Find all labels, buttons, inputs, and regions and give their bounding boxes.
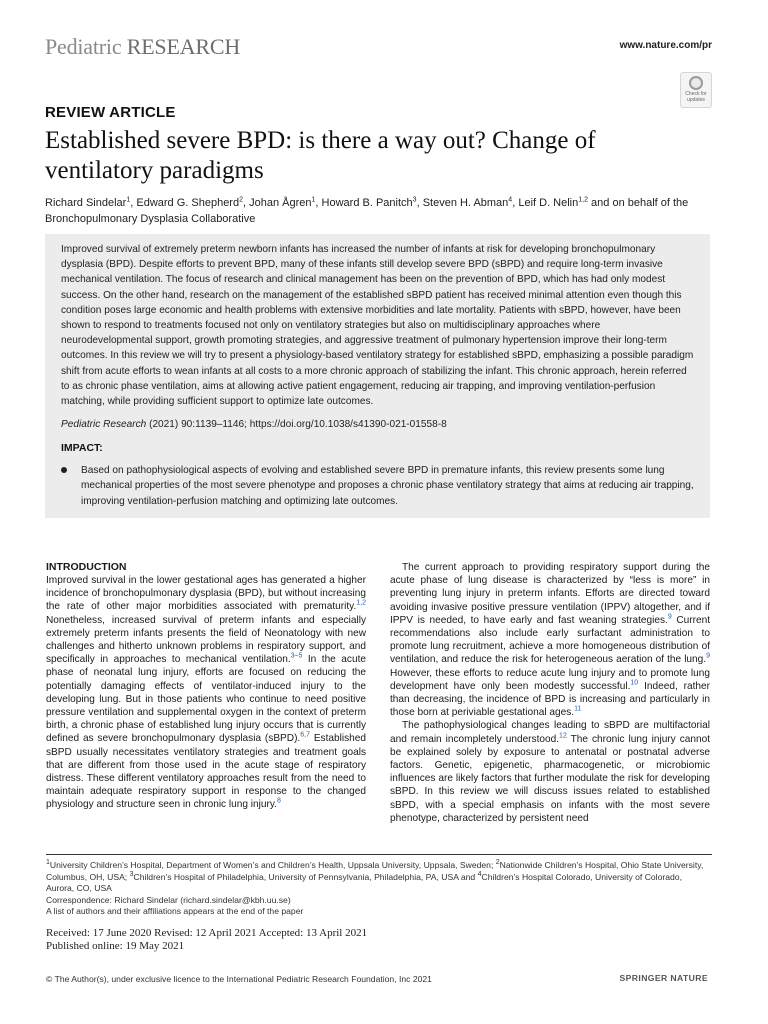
author-affiliation-mark: 1 bbox=[311, 196, 316, 204]
reference-link[interactable]: 9 bbox=[706, 653, 710, 661]
abstract-box bbox=[45, 234, 710, 518]
author-affiliation-mark: 1 bbox=[126, 196, 131, 204]
affiliations: $^1$University Children’s Hospital, Department of Women’s and Children’s Health, Uppsala University, Uppsala, Sweden; $^2$Nationwide Children’s Hospital, Ohio State University, Columbus, OH, USA; $^3$Children’s Hospital of Philadelphia, University of Pennsylvania, Philadelphia, PA, USA and $^4$Children’s Hospital Colorado, University of Colorado, Aurora, CO, USA bbox=[46, 859, 704, 894]
article-type: REVIEW ARTICLE bbox=[45, 104, 176, 121]
abstract-text: Improved survival of extremely preterm newborn infants has increased the number of infants at risk for developing bronchopulmonary dysplasia (BPD). Despite efforts to prevent BPD, many of these infants still develop severe BPD (sBPD) and require long-term invasive mechanical ventilation. The focus of research and clinical management has been on the prevention of BPD, which has had only modest success. On the other hand, research on the management of the established sBPD patient has received minimal attention even though this condition poses large economic and health problems with extensive morbidities and late mortality. Patients with sBPD, however, have been shown to respond to treatments focused not only on ventilatory strategies but also on multidisciplinary approaches where neurodevelopmental support, growth promoting strategies, and aggressive treatment of pulmonary hypertension improve their long-term outcomes. In this review we will try to present a physiology-based ventilatory strategy for established sBPD, emphasizing a possible paradigm shift from acute efforts to wean infants at all costs to a more chronic approach of stabilizing the infant. This chronic approach, herein referred to as chronic phase ventilation, aims at allowing active patient engagement, reducing air trapping, and improving ventilation-perfusion matching, while providing sufficient support to optimize late outcomes. bbox=[61, 244, 694, 408]
citation-journal: Pediatric Research bbox=[61, 419, 147, 431]
copyright-notice: © The Author(s), under exclusive licence to the International Pediatric Research Foundation, Inc 2021 bbox=[46, 974, 432, 984]
impact-text: Based on pathophysiological aspects of evolving and established severe BPD in premature infants, this review presents some lung mechanical properties of the most severe phenotype and proposes a chronic phase ventilatory strategy that aims at reducing air trapping, improving ventilation-perfusion matching and optimizing late outcomes. bbox=[81, 465, 694, 507]
author-name[interactable]: Edward G. Shepherd bbox=[136, 197, 240, 209]
received-revised-accepted: Received: 17 June 2020 Revised: 12 April 2021 Accepted: 13 April 2021 bbox=[46, 927, 368, 939]
citation-doi-link[interactable]: (2021) 90:1139–1146; https://doi.org/10.1038/s41390-021-01558-8 bbox=[146, 419, 447, 431]
journal-name-part2: RESEARCH bbox=[126, 34, 241, 59]
affiliation-number: 2 bbox=[495, 859, 500, 867]
bullet-icon bbox=[61, 467, 67, 473]
author-name[interactable]: Johan Ågren bbox=[249, 197, 312, 209]
publisher-logo: SPRINGER NATURE bbox=[619, 973, 708, 983]
authors-suffix: and on behalf of the Bronchopulmonary Dysplasia Collaborative bbox=[45, 197, 689, 225]
correspondence: Correspondence: Richard Sindelar (richard.sindelar@kbh.uu.se) bbox=[46, 894, 291, 905]
article-title: Established severe BPD: is there a way out? Change of ventilatory paradigms bbox=[45, 127, 596, 184]
author-name[interactable]: Richard Sindelar bbox=[45, 197, 127, 209]
check-updates-label: Check for updates bbox=[685, 91, 707, 103]
impact-heading: IMPACT: bbox=[61, 442, 103, 455]
reference-link[interactable]: 12 bbox=[559, 732, 567, 740]
journal-logo bbox=[45, 34, 240, 60]
reference-link[interactable]: 3–5 bbox=[290, 652, 303, 660]
journal-url-link[interactable]: www.nature.com/pr bbox=[619, 40, 712, 51]
reference-link[interactable]: 6,7 bbox=[300, 732, 310, 740]
check-for-updates-badge[interactable] bbox=[680, 72, 712, 108]
author-affiliation-mark: 1,2 bbox=[578, 196, 588, 204]
body-paragraph: Improved survival in the lower gestational ages has generated a higher incidence of bronchopulmonary dysplasia (BPD), but without increasing the rate of other major morbidities associated with prematurity.$^{1,2}$ Nonetheless, increased survival of preterm infants and especially extremely preterm infants presents the field of Neonatology with new challenges and hitherto unknown problems in respiratory support, and specifically in approaches to mechanical ventilation.$^{3-5}$ In the acute phase of neonatal lung injury, efforts are focused on reducing the potentially damaging effects of ventilator-induced injury to the developing lung. But in those patients who continue to need positive pressure ventilation and supplemental oxygen in the context of preterm birth, a chronic phase of established lung injury occurs that is currently defined as severe bronchopulmonary dysplasia (sBPD).$^{6,7}$ Established sBPD usually necessitates ventilatory strategies and treatment goals that are different from those used in the acute stage of respiratory distress. These different ventilatory approaches result from the need to maintain adequate respiratory support in response to the changed physiology and structure seen in chronic lung injury.$^8$ bbox=[46, 575, 366, 811]
author-affiliation-mark: 3 bbox=[412, 196, 417, 204]
author-name[interactable]: Steven H. Abman bbox=[422, 197, 509, 209]
body-paragraph: The pathophysiological changes leading to sBPD are multifactorial and remain incompletely understood.$^{12}$ The chronic lung injury cannot be explained solely by exposure to antenatal or postnatal adverse factors. Genetic, epigenetic, pharmacogenetic, or microbiomic influences are likely factors that further modulate the risk for developing sBPD. In this review we will discuss issues related to established sBPD, with a special emphasis on infants with the most severe phenotype, characterized by persistent need bbox=[390, 720, 710, 824]
body-paragraph: The current approach to providing respiratory support during the acute phase of lung disease is characterized by “less is more” in preventing lung injury in preterm infants. Efforts are directed toward avoiding invasive positive pressure ventilation (IPPV) altogether, and if IPPV is needed, to have early and fast weaning strategies.$^9$ Current recommendations also include early surfactant administration to promote lung recruitment, achieve a more homogeneous distribution of ventilation, and reduce the risk for heterogeneous aeration of the lung.$^9$ However, these efforts to reduce acute lung injury and to promote lung development have only been modestly successful.$^{10}$ Indeed, rather than decreasing, the incidence of BPD is increasing and particularly in those born at periviable gestational ages.$^{11}$ bbox=[390, 562, 710, 719]
reference-link[interactable]: 1,2 bbox=[356, 600, 366, 608]
affiliations-note: A list of authors and their affiliations appears at the end of the paper bbox=[46, 906, 304, 917]
reference-link[interactable]: 9 bbox=[667, 613, 672, 621]
publication-dates bbox=[46, 927, 367, 953]
published-online: Published online: 19 May 2021 bbox=[46, 940, 185, 952]
section-heading-introduction: INTRODUCTION bbox=[46, 561, 127, 573]
impact-bullet-item bbox=[61, 463, 694, 509]
author-name[interactable]: Howard B. Panitch bbox=[321, 197, 413, 209]
citation-line bbox=[61, 417, 694, 432]
body-column-left bbox=[46, 561, 366, 812]
reference-link[interactable]: 10 bbox=[630, 679, 639, 687]
body-column-right bbox=[390, 561, 710, 825]
check-updates-icon bbox=[689, 76, 703, 90]
journal-name-part1: Pediatric bbox=[45, 34, 122, 59]
author-list: Richard Sindelar$^1$, Edward G. Shepherd$^2$, Johan Ågren$^1$, Howard B. Panitch$^3$, Steven H. Abman$^4$, Leif D. Nelin$^{1,2}$ and on behalf of the Bronchopulmonary Dysplasia Collaborative bbox=[45, 196, 689, 225]
author-affiliation-mark: 2 bbox=[239, 196, 243, 204]
affiliation-number: 3 bbox=[129, 870, 134, 878]
footnote-divider bbox=[46, 854, 712, 855]
footnotes bbox=[46, 860, 712, 918]
reference-link[interactable]: 11 bbox=[574, 705, 582, 713]
affiliation-number: 4 bbox=[477, 870, 482, 878]
affiliation-number: 1 bbox=[46, 859, 50, 867]
reference-link[interactable]: 8 bbox=[276, 798, 281, 806]
author-name[interactable]: Leif D. Nelin bbox=[518, 197, 579, 209]
author-affiliation-mark: 4 bbox=[508, 196, 513, 204]
